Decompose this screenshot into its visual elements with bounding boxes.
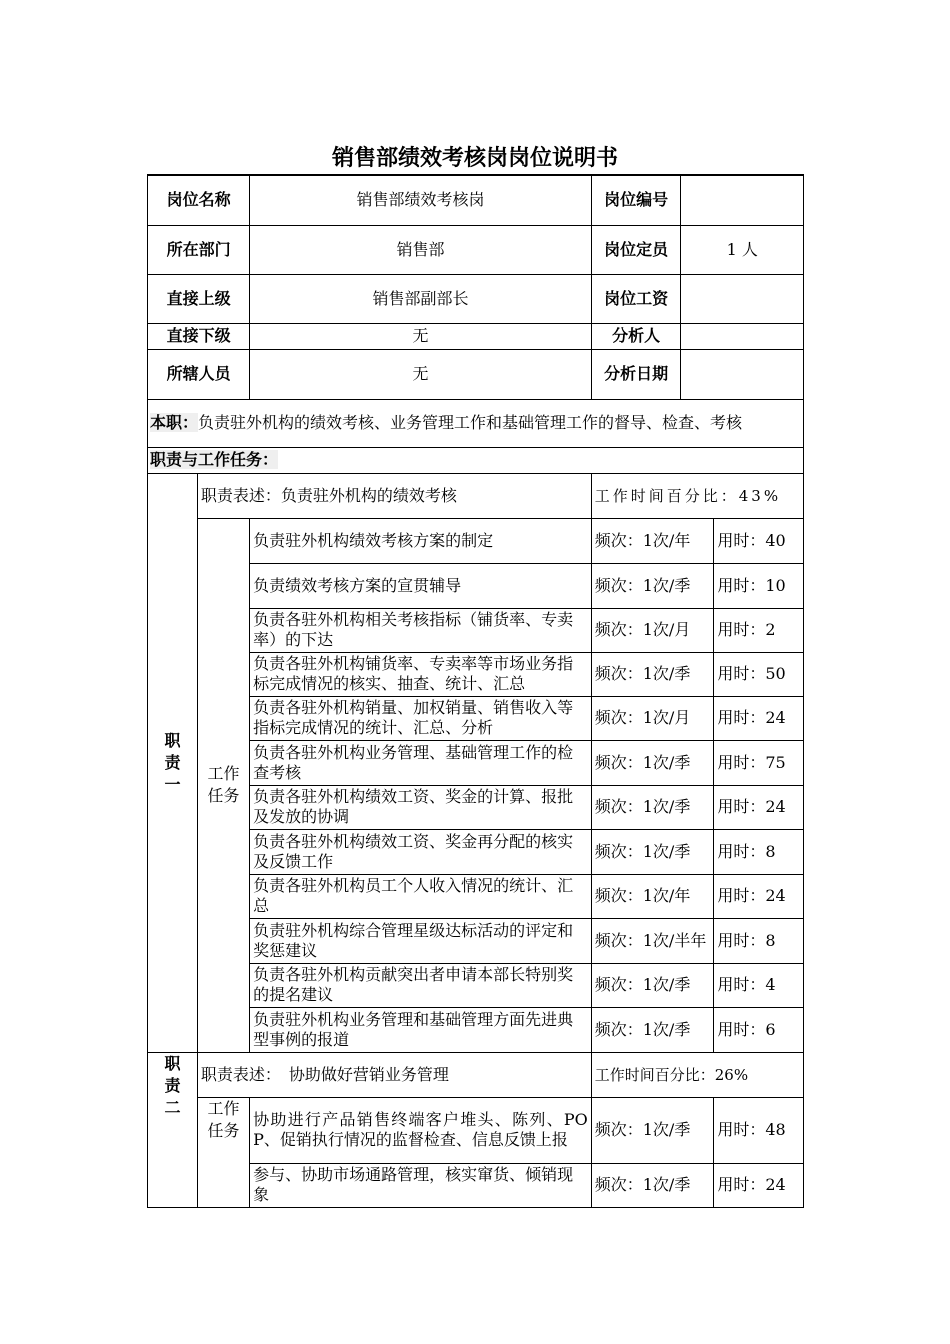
analysis-date-label: 分析日期 [591,349,681,399]
post-name-label: 岗位名称 [148,175,250,225]
info-row-dept [148,225,804,274]
staff-value: 无 [250,349,592,399]
duty1-task-text: 负责驻外机构绩效考核方案的制定 [250,518,592,563]
quota-value: 1 人 [681,225,804,274]
duty1-task-freq: 频次：1次/季 [591,1007,714,1052]
duties-header [148,447,804,473]
main-duty-cell [148,399,804,447]
duty1-task-time: 用时：24 [714,785,804,829]
duty1-task-time: 用时：10 [714,563,804,608]
duty1-task-row [148,518,804,563]
duty1-task-time: 用时：75 [714,740,804,785]
duty1-task-time: 用时：2 [714,608,804,652]
duty2-label-text: 职责二 [164,1053,181,1117]
salary-label: 岗位工资 [591,274,681,323]
info-row-staff [148,349,804,399]
duty2-task-label [197,1097,249,1207]
duty2-statement-row [148,1052,804,1097]
duty1-label [148,473,198,1052]
duty1-task-freq: 频次：1次/季 [591,785,714,829]
page-title: 销售部绩效考核岗岗位说明书 [331,146,618,171]
info-row-post-name [148,175,804,225]
duty1-task-time: 用时：40 [714,518,804,563]
duty2-task-freq: 频次：1次/季 [591,1097,714,1163]
staff-label: 所辖人员 [148,349,250,399]
duty1-label-text: 职责一 [164,730,181,794]
duty1-task-freq: 频次：1次/年 [591,874,714,918]
duty1-task-freq: 频次：1次/季 [591,652,714,696]
duty1-task-freq: 频次：1次/季 [591,963,714,1007]
post-no-label: 岗位编号 [591,175,681,225]
duties-header-row [148,447,804,473]
subordinate-label: 直接下级 [148,323,250,349]
duty1-task-text: 负责各驻外机构业务管理、基础管理工作的检查考核 [250,740,592,785]
duty1-task-time: 用时：24 [714,696,804,740]
duty1-task-time: 用时：50 [714,652,804,696]
duties-header-text: 职责与工作任务： [150,450,279,469]
info-row-subordinate [148,323,804,349]
duty2-task-text: 参与、协助市场通路管理，核实窜货、倾销现象 [250,1163,592,1207]
duty1-task-text: 负责驻外机构综合管理星级达标活动的评定和奖惩建议 [250,918,592,963]
duty1-task-time: 用时：4 [714,963,804,1007]
duty1-task-label-text: 工作任务 [207,764,240,805]
duty1-task-text: 负责各驻外机构铺货率、专卖率等市场业务指标完成情况的核实、抽查、统计、汇总 [250,652,592,696]
post-no-value [681,175,804,225]
duty1-task-freq: 频次：1次/季 [591,829,714,874]
dept-label: 所在部门 [148,225,250,274]
duty1-task-text: 负责各驻外机构绩效工资、奖金再分配的核实及反馈工作 [250,829,592,874]
quota-label: 岗位定员 [591,225,681,274]
duty2-percent: 工作时间百分比：26% [591,1052,803,1097]
duty1-task-text: 负责各驻外机构绩效工资、奖金的计算、报批及发放的协调 [250,785,592,829]
duty1-task-text: 负责各驻外机构相关考核指标（铺货率、专卖率）的下达 [250,608,592,652]
duty1-task-time: 用时：24 [714,874,804,918]
salary-value [681,274,804,323]
duty1-statement-row [148,473,804,518]
duty1-task-text: 负责各驻外机构销量、加权销量、销售收入等指标完成情况的统计、汇总、分析 [250,696,592,740]
analyst-label: 分析人 [591,323,681,349]
duty1-task-text: 负责驻外机构业务管理和基础管理方面先进典型事例的报道 [250,1007,592,1052]
analysis-date-value [681,349,804,399]
duty2-statement: 职责表述： 协助做好营销业务管理 [197,1052,591,1097]
duty2-task-text: 协助进行产品销售终端客户堆头、陈列、POP、促销执行情况的监督检查、信息反馈上报 [250,1097,592,1163]
duty1-task-freq: 频次：1次/半年 [591,918,714,963]
duty2-task-time: 用时：24 [714,1163,804,1207]
duty2-task-label-text: 工作任务 [207,1098,240,1140]
duty1-task-freq: 频次：1次/季 [591,563,714,608]
subordinate-value: 无 [250,323,592,349]
duty1-task-time: 用时：6 [714,1007,804,1052]
duty1-task-text: 负责各驻外机构贡献突出者申请本部长特别奖的提名建议 [250,963,592,1007]
duty2-label [148,1052,198,1207]
superior-label: 直接上级 [148,274,250,323]
duty1-task-freq: 频次：1次/年 [591,518,714,563]
main-duty-label: 本职： [150,413,199,432]
duty1-task-time: 用时：8 [714,918,804,963]
duty1-task-text: 负责各驻外机构员工个人收入情况的统计、汇总 [250,874,592,918]
info-row-superior [148,274,804,323]
duty2-task-row [148,1097,804,1163]
main-duty-text: 负责驻外机构的绩效考核、业务管理工作和基础管理工作的督导、检查、考核 [198,413,743,432]
duty1-task-text: 负责绩效考核方案的宣贯辅导 [250,563,592,608]
duty2-task-time: 用时：48 [714,1097,804,1163]
main-duty-row [148,399,804,447]
job-description-table [147,174,804,1208]
duty1-percent: 工作时间百分比：43% [591,473,803,518]
duty2-task-freq: 频次：1次/季 [591,1163,714,1207]
superior-value: 销售部副部长 [250,274,592,323]
duty1-task-freq: 频次：1次/季 [591,740,714,785]
duty1-statement: 职责表述：负责驻外机构的绩效考核 [197,473,591,518]
duty1-task-freq: 频次：1次/月 [591,608,714,652]
dept-value: 销售部 [250,225,592,274]
duty1-task-label [197,518,249,1052]
post-name-value: 销售部绩效考核岗 [250,175,592,225]
analyst-value [681,323,804,349]
duty1-task-time: 用时：8 [714,829,804,874]
duty1-task-freq: 频次：1次/月 [591,696,714,740]
